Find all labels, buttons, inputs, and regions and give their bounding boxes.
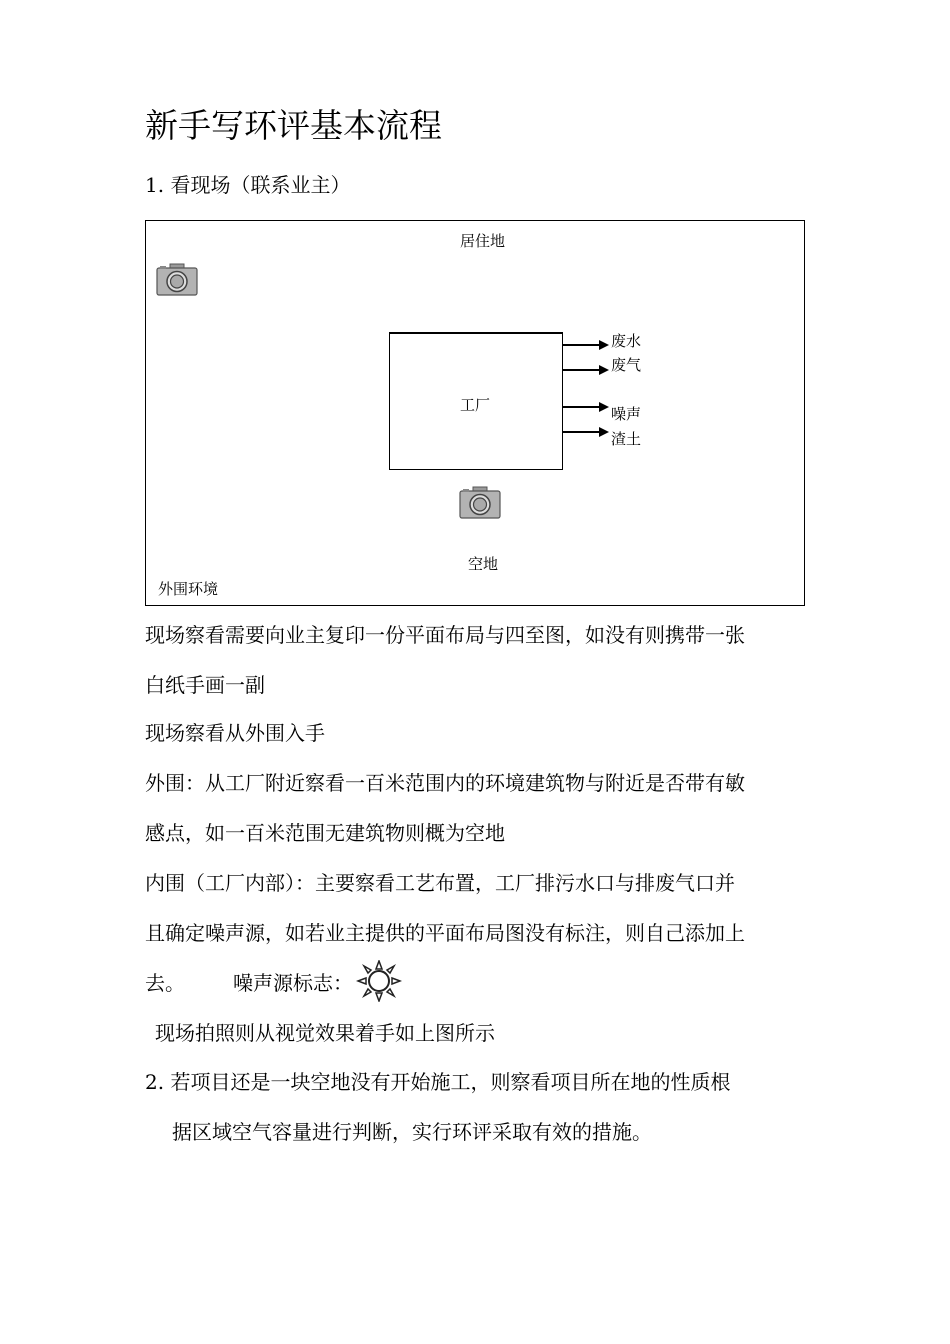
residential-label: 居住地 bbox=[460, 232, 506, 250]
paragraph-line: 白纸手画一副 bbox=[145, 673, 265, 697]
paragraph-line: 感点，如一百米范围无建筑物则概为空地 bbox=[145, 821, 505, 845]
surroundings-label: 外围环境 bbox=[158, 580, 219, 598]
sun-icon bbox=[356, 960, 402, 1002]
factory-box bbox=[389, 332, 563, 470]
page-title: 新手写环评基本流程 bbox=[145, 106, 442, 145]
paragraph-line: 现场察看需要向业主复印一份平面布局与四至图，如没有则携带一张 bbox=[145, 623, 745, 647]
site-diagram bbox=[145, 220, 805, 606]
arrow-right-icon bbox=[563, 338, 609, 352]
arrow-right-icon bbox=[563, 363, 609, 377]
step2-line: 据区域空气容量进行判断，实行环评采取有效的措施。 bbox=[172, 1120, 652, 1144]
paragraph-line: 现场拍照则从视觉效果着手如上图所示 bbox=[155, 1021, 495, 1045]
arrow-right-icon bbox=[563, 425, 609, 439]
step2-line: 2. 若项目还是一块空地没有开始施工，则察看项目所在地的性质根 bbox=[145, 1070, 731, 1094]
camera-icon bbox=[156, 263, 198, 297]
noise-source-label: 噪声源标志： bbox=[233, 971, 353, 995]
empty-land-label: 空地 bbox=[468, 555, 499, 573]
output-label: 噪声 bbox=[611, 405, 642, 423]
camera-icon bbox=[459, 486, 501, 520]
output-label: 废水 bbox=[611, 332, 642, 350]
paragraph-line: 内围（工厂内部）：主要察看工艺布置，工厂排污水口与排废气口并 bbox=[145, 871, 735, 895]
arrow-right-icon bbox=[563, 400, 609, 414]
step1-heading: 1. 看现场（联系业主） bbox=[145, 173, 351, 197]
paragraph-line: 外围：从工厂附近察看一百米范围内的环境建筑物与附近是否带有敏 bbox=[145, 771, 745, 795]
output-label: 废气 bbox=[611, 356, 642, 374]
factory-label: 工厂 bbox=[460, 396, 491, 414]
paragraph-line: 且确定噪声源，如若业主提供的平面布局图没有标注，则自己添加上 bbox=[145, 921, 745, 945]
output-label: 渣土 bbox=[611, 430, 642, 448]
paragraph-line: 现场察看从外围入手 bbox=[145, 721, 325, 745]
paragraph-line: 去。 bbox=[145, 971, 185, 995]
